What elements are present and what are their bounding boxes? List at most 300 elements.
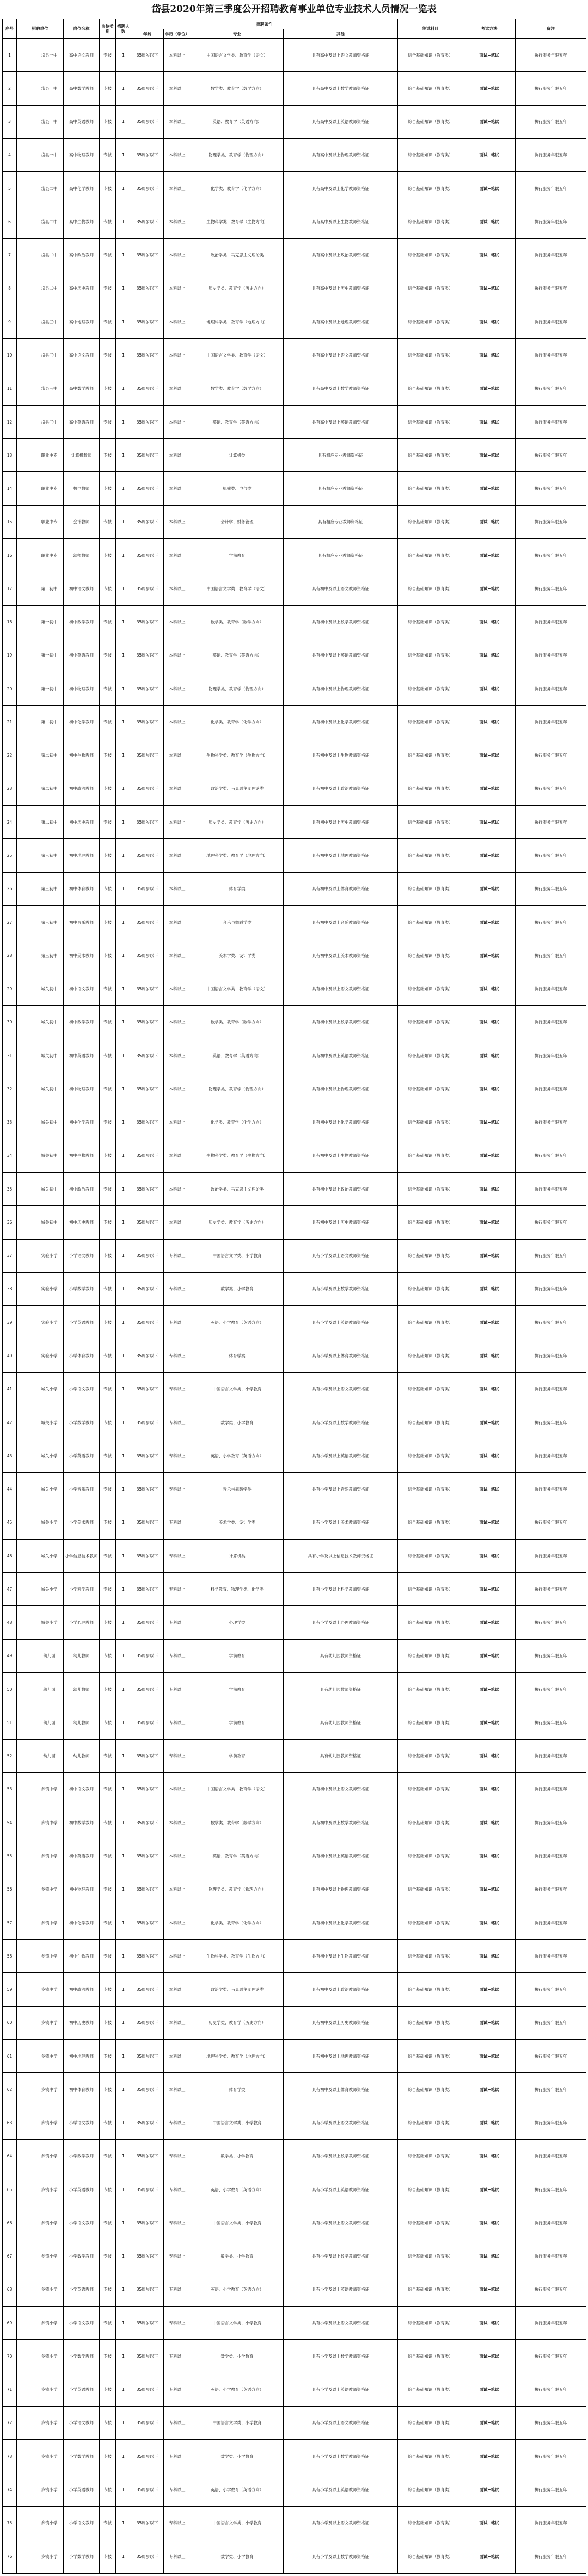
cell-unit [17,1539,35,1572]
cell-count: 1 [116,405,131,438]
cell-no: 22 [3,739,17,772]
cell-education: 专科以上 [164,1339,191,1372]
cell-age: 35周岁以下 [131,972,164,1005]
cell-no: 1 [3,39,17,72]
cell-age: 35周岁以下 [131,2073,164,2106]
cell-school: 第一初中 [35,672,64,706]
cell-note: 执行服务年限五年 [516,1005,586,1039]
table-row [3,939,586,972]
cell-note: 执行服务年限五年 [516,1940,586,1973]
cell-no: 56 [3,1873,17,1906]
cell-type: 专技 [100,372,116,405]
cell-school: 乡镇中学 [35,1839,64,1873]
cell-count: 1 [116,505,131,538]
cell-type: 专技 [100,1639,116,1672]
cell-major: 计算机类 [191,1539,284,1572]
cell-education: 专科以上 [164,1539,191,1572]
table-row [3,1239,586,1272]
cell-subject: 综合基础知识（教育类） [398,605,463,639]
cell-education: 本科以上 [164,272,191,305]
cell-school: 实验小学 [35,1239,64,1272]
cell-note: 执行服务年限五年 [516,39,586,72]
cell-unit [17,1739,35,1772]
cell-position: 小学语文教师 [64,2106,100,2139]
cell-no: 76 [3,2540,17,2573]
cell-major: 政治学类、马克思主义理论类 [191,1973,284,2006]
cell-age: 35周岁以下 [131,672,164,706]
cell-school: 第二初中 [35,739,64,772]
cell-unit [17,1906,35,1939]
cell-education: 本科以上 [164,1106,191,1139]
table-row [3,1739,586,1772]
cell-method: 面试+笔试 [463,1906,516,1939]
cell-other: 具有初中及以上数学教师资格证 [284,1005,398,1039]
cell-position: 幼师教师 [64,538,100,572]
cell-other: 具有初中及以上政治教师资格证 [284,1173,398,1206]
cell-method: 面试+笔试 [463,972,516,1005]
table-row [3,2473,586,2506]
cell-education: 专科以上 [164,1439,191,1473]
cell-unit [17,1306,35,1339]
cell-note: 执行服务年限五年 [516,439,586,472]
cell-subject: 综合基础知识（教育类） [398,2006,463,2039]
cell-other: 具有初中及以上物理教师资格证 [284,1873,398,1906]
cell-count: 1 [116,1339,131,1372]
cell-other: 具有小学及以上数学教师资格证 [284,2440,398,2473]
cell-subject: 综合基础知识（教育类） [398,2406,463,2439]
cell-no: 62 [3,2073,17,2106]
cell-method: 面试+笔试 [463,439,516,472]
cell-other: 具有小学及以上数学教师资格证 [284,2540,398,2573]
cell-other: 具有小学及以上语文教师资格证 [284,2406,398,2439]
cell-no: 73 [3,2440,17,2473]
cell-education: 本科以上 [164,2073,191,2106]
cell-method: 面试+笔试 [463,2406,516,2439]
cell-education: 本科以上 [164,238,191,272]
cell-no: 10 [3,339,17,372]
cell-note: 执行服务年限五年 [516,1239,586,1272]
cell-major: 物理学类、教育学（物理方向） [191,1072,284,1106]
cell-type: 专技 [100,1005,116,1039]
cell-age: 35周岁以下 [131,1406,164,1439]
cell-count: 1 [116,138,131,171]
cell-count: 1 [116,839,131,872]
cell-subject: 综合基础知识（教育类） [398,2273,463,2306]
cell-type: 专技 [100,1306,116,1339]
table-row [3,905,586,939]
table-row [3,2073,586,2106]
cell-position: 初中政治教师 [64,772,100,805]
cell-count: 1 [116,2373,131,2406]
table-row [3,1473,586,1506]
cell-subject: 综合基础知识（教育类） [398,1639,463,1672]
cell-education: 本科以上 [164,972,191,1005]
cell-education: 本科以上 [164,1940,191,1973]
cell-age: 35周岁以下 [131,2006,164,2039]
cell-position: 初中体育教师 [64,2073,100,2106]
cell-other: 具有高中及以上英语教师资格证 [284,405,398,438]
cell-unit [17,1772,35,1806]
cell-major: 中国语言文学类、教育学（语文） [191,39,284,72]
table-row [3,305,586,339]
cell-age: 35周岁以下 [131,1839,164,1873]
cell-position: 初中美术教师 [64,939,100,972]
cell-age: 35周岁以下 [131,739,164,772]
cell-major: 地理科学类、教育学（地理方向） [191,839,284,872]
cell-major: 学前教育 [191,1739,284,1772]
table-row [3,872,586,905]
cell-subject: 综合基础知识（教育类） [398,639,463,672]
cell-unit [17,2106,35,2139]
cell-count: 1 [116,2139,131,2173]
cell-school: 乡镇小学 [35,2406,64,2439]
cell-note: 执行服务年限五年 [516,2273,586,2306]
cell-major: 物理学类、教育学（物理方向） [191,138,284,171]
cell-no: 2 [3,72,17,105]
cell-count: 1 [116,2307,131,2340]
cell-education: 本科以上 [164,739,191,772]
cell-unit [17,806,35,839]
cell-major: 历史学类、教育学（历史方向） [191,2006,284,2039]
cell-age: 35周岁以下 [131,2106,164,2139]
cell-subject: 综合基础知识（教育类） [398,1473,463,1506]
table-row [3,1873,586,1906]
cell-type: 专技 [100,972,116,1005]
cell-count: 1 [116,1906,131,1939]
cell-count: 1 [116,2206,131,2240]
cell-other: 具有初中及以上数学教师资格证 [284,1806,398,1839]
cell-position: 初中音乐教师 [64,905,100,939]
cell-unit [17,238,35,272]
cell-school: 城关小学 [35,1606,64,1639]
cell-subject: 综合基础知识（教育类） [398,1873,463,1906]
cell-count: 1 [116,339,131,372]
cell-education: 本科以上 [164,839,191,872]
cell-subject: 综合基础知识（教育类） [398,405,463,438]
cell-education: 专科以上 [164,1406,191,1439]
header-no: 序号 [3,19,17,39]
cell-unit [17,2340,35,2373]
cell-other: 具有初中及以上语文教师资格证 [284,972,398,1005]
cell-note: 执行服务年限五年 [516,505,586,538]
cell-education: 本科以上 [164,105,191,138]
cell-note: 执行服务年限五年 [516,739,586,772]
cell-note: 执行服务年限五年 [516,1506,586,1539]
cell-school: 城关初中 [35,972,64,1005]
cell-major: 生物科学类、教育学（生物方向） [191,205,284,238]
cell-type: 专技 [100,439,116,472]
cell-note: 执行服务年限五年 [516,538,586,572]
cell-other: 具有小学及以上英语教师资格证 [284,2373,398,2406]
table-row [3,772,586,805]
cell-method: 面试+笔试 [463,1673,516,1706]
cell-type: 专技 [100,305,116,339]
cell-unit [17,138,35,171]
cell-note: 执行服务年限五年 [516,2039,586,2072]
cell-note: 执行服务年限五年 [516,1839,586,1873]
table-row [3,339,586,372]
cell-other: 具有高中及以上物理教师资格证 [284,138,398,171]
cell-count: 1 [116,2106,131,2139]
cell-age: 35周岁以下 [131,372,164,405]
cell-school: 城关初中 [35,1106,64,1139]
header-note: 备注 [516,19,586,39]
cell-major: 地理科学类、教育学（地理方向） [191,2039,284,2072]
cell-method: 面试+笔试 [463,905,516,939]
cell-subject: 综合基础知识（教育类） [398,2506,463,2540]
cell-education: 专科以上 [164,2106,191,2139]
cell-major: 数学类、教育学（数学方向） [191,1806,284,1839]
cell-education: 本科以上 [164,472,191,505]
cell-note: 执行服务年限五年 [516,138,586,171]
cell-education: 本科以上 [164,605,191,639]
cell-age: 35周岁以下 [131,1506,164,1539]
cell-type: 专技 [100,1539,116,1572]
cell-unit [17,2273,35,2306]
table-row [3,1206,586,1239]
cell-subject: 综合基础知识（教育类） [398,1306,463,1339]
cell-other: 具有相应专业教师资格证 [284,439,398,472]
cell-method: 面试+笔试 [463,2473,516,2506]
cell-major: 英语、教育学（英语方向） [191,405,284,438]
cell-unit [17,2473,35,2506]
cell-other: 具有小学及以上语文教师资格证 [284,1239,398,1272]
cell-other: 具有初中及以上政治教师资格证 [284,1973,398,2006]
header-exam-subject: 笔试科目 [398,19,463,39]
cell-position: 高中数学教师 [64,72,100,105]
cell-major: 英语、小学教育（英语方向） [191,2473,284,2506]
cell-unit [17,1940,35,1973]
cell-position: 会计教师 [64,505,100,538]
cell-unit [17,1573,35,1606]
cell-other: 具有小学及以上数学教师资格证 [284,1406,398,1439]
cell-count: 1 [116,439,131,472]
cell-method: 面试+笔试 [463,372,516,405]
cell-unit [17,205,35,238]
cell-other: 具有高中及以上数学教师资格证 [284,372,398,405]
cell-method: 面试+笔试 [463,472,516,505]
cell-no: 11 [3,372,17,405]
cell-major: 数学类、小学教育 [191,2240,284,2273]
cell-education: 本科以上 [164,572,191,605]
cell-position: 幼儿教师 [64,1706,100,1739]
cell-age: 35周岁以下 [131,105,164,138]
cell-note: 执行服务年限五年 [516,172,586,205]
cell-unit [17,706,35,739]
cell-note: 执行服务年限五年 [516,2173,586,2206]
cell-method: 面试+笔试 [463,1606,516,1639]
table-row [3,1506,586,1539]
cell-subject: 综合基础知识（教育类） [398,672,463,706]
cell-no: 49 [3,1639,17,1672]
cell-count: 1 [116,1606,131,1639]
cell-type: 专技 [100,1072,116,1106]
cell-age: 35周岁以下 [131,1306,164,1339]
cell-age: 35周岁以下 [131,806,164,839]
cell-unit [17,1839,35,1873]
cell-count: 1 [116,472,131,505]
cell-type: 专技 [100,572,116,605]
table-row [3,138,586,171]
cell-other: 具有高中及以上英语教师资格证 [284,105,398,138]
cell-subject: 综合基础知识（教育类） [398,1940,463,1973]
cell-subject: 综合基础知识（教育类） [398,1005,463,1039]
cell-age: 35周岁以下 [131,939,164,972]
cell-position: 初中历史教师 [64,1206,100,1239]
table-row [3,1940,586,1973]
cell-education: 专科以上 [164,1272,191,1305]
cell-unit [17,72,35,105]
cell-subject: 综合基础知识（教育类） [398,205,463,238]
cell-subject: 综合基础知识（教育类） [398,1339,463,1372]
cell-unit [17,2073,35,2106]
cell-subject: 综合基础知识（教育类） [398,2373,463,2406]
cell-note: 执行服务年限五年 [516,405,586,438]
table-row [3,1806,586,1839]
cell-position: 高中英语教师 [64,105,100,138]
cell-position: 小学音乐教师 [64,1473,100,1506]
cell-note: 执行服务年限五年 [516,972,586,1005]
cell-subject: 综合基础知识（教育类） [398,172,463,205]
cell-education: 本科以上 [164,1839,191,1873]
cell-other: 具有初中及以上生物教师资格证 [284,739,398,772]
header-other: 其他 [284,29,398,39]
cell-type: 专技 [100,505,116,538]
cell-unit [17,1506,35,1539]
cell-unit [17,2373,35,2406]
cell-other: 具有初中及以上生物教师资格证 [284,1940,398,1973]
table-row [3,405,586,438]
cell-count: 1 [116,1439,131,1473]
cell-school: 乡镇小学 [35,2106,64,2139]
cell-major: 英语、小学教育（英语方向） [191,2173,284,2206]
cell-unit [17,639,35,672]
cell-no: 50 [3,1673,17,1706]
cell-no: 46 [3,1539,17,1572]
cell-major: 机械类、电气类 [191,472,284,505]
cell-position: 高中物理教师 [64,138,100,171]
cell-note: 执行服务年限五年 [516,105,586,138]
cell-school: 实验小学 [35,1339,64,1372]
cell-position: 小学数学教师 [64,1272,100,1305]
cell-count: 1 [116,538,131,572]
cell-position: 高中语文教师 [64,39,100,72]
cell-type: 专技 [100,2206,116,2240]
cell-position: 初中政治教师 [64,1173,100,1206]
cell-subject: 综合基础知识（教育类） [398,138,463,171]
cell-position: 初中物理教师 [64,672,100,706]
cell-count: 1 [116,1539,131,1572]
cell-school: 岱县二中 [35,205,64,238]
cell-unit [17,972,35,1005]
cell-no: 27 [3,905,17,939]
cell-method: 面试+笔试 [463,1739,516,1772]
cell-position: 初中化学教师 [64,1106,100,1139]
cell-education: 专科以上 [164,1606,191,1639]
cell-school: 城关小学 [35,1372,64,1406]
table-row [3,2273,586,2306]
cell-no: 26 [3,872,17,905]
cell-unit [17,2006,35,2039]
cell-other: 具有小学及以上语文教师资格证 [284,2106,398,2139]
cell-education: 本科以上 [164,939,191,972]
cell-other: 具有初中及以上历史教师资格证 [284,806,398,839]
cell-position: 小学英语教师 [64,2273,100,2306]
header-position: 岗位名称 [64,19,100,39]
cell-age: 35周岁以下 [131,1005,164,1039]
table-row [3,739,586,772]
cell-other: 具有小学及以上语文教师资格证 [284,2206,398,2240]
cell-note: 执行服务年限五年 [516,1072,586,1106]
table-row [3,2240,586,2273]
cell-subject: 综合基础知识（教育类） [398,1606,463,1639]
cell-major: 生物科学类、教育学（生物方向） [191,1139,284,1172]
cell-education: 本科以上 [164,772,191,805]
table-row [3,1839,586,1873]
cell-no: 34 [3,1139,17,1172]
cell-type: 专技 [100,1206,116,1239]
cell-education: 专科以上 [164,2406,191,2439]
cell-other: 具有相应专业教师资格证 [284,538,398,572]
cell-school: 岱县三中 [35,305,64,339]
cell-school: 乡镇小学 [35,2473,64,2506]
cell-position: 幼儿教师 [64,1739,100,1772]
cell-subject: 综合基础知识（教育类） [398,39,463,72]
cell-major: 体育学类 [191,872,284,905]
cell-position: 小学信息技术教师 [64,1539,100,1572]
cell-note: 执行服务年限五年 [516,839,586,872]
cell-note: 执行服务年限五年 [516,1339,586,1372]
cell-method: 面试+笔试 [463,706,516,739]
cell-major: 政治学类、马克思主义理论类 [191,1173,284,1206]
cell-count: 1 [116,2340,131,2373]
cell-age: 35周岁以下 [131,238,164,272]
cell-education: 本科以上 [164,538,191,572]
cell-method: 面试+笔试 [463,772,516,805]
cell-subject: 综合基础知识（教育类） [398,872,463,905]
cell-major: 中国语言文学类、小学教育 [191,2307,284,2340]
cell-count: 1 [116,1173,131,1206]
cell-no: 60 [3,2006,17,2039]
cell-method: 面试+笔试 [463,2373,516,2406]
cell-method: 面试+笔试 [463,806,516,839]
cell-no: 29 [3,972,17,1005]
cell-school: 乡镇小学 [35,2240,64,2273]
cell-count: 1 [116,905,131,939]
cell-unit [17,739,35,772]
cell-other: 具有初中及以上化学教师资格证 [284,706,398,739]
cell-count: 1 [116,572,131,605]
cell-no: 36 [3,1206,17,1239]
cell-type: 专技 [100,172,116,205]
cell-no: 38 [3,1272,17,1305]
cell-count: 1 [116,1306,131,1339]
table-row [3,2039,586,2072]
cell-no: 71 [3,2373,17,2406]
cell-other: 具有小学及以上信息技术教师资格证 [284,1539,398,1572]
cell-position: 初中数学教师 [64,605,100,639]
cell-education: 本科以上 [164,2006,191,2039]
cell-position: 高中英语教师 [64,405,100,438]
cell-count: 1 [116,2240,131,2273]
cell-education: 专科以上 [164,1573,191,1606]
cell-education: 本科以上 [164,39,191,72]
cell-age: 35周岁以下 [131,1673,164,1706]
cell-school: 幼儿园 [35,1639,64,1672]
cell-major: 计算机类 [191,439,284,472]
table-row [3,439,586,472]
cell-school: 第三初中 [35,839,64,872]
